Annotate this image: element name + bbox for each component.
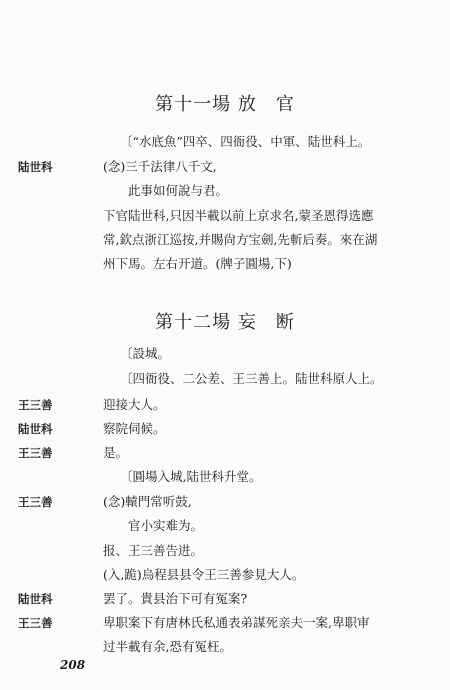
speaker-label: 陆世科 [18, 160, 53, 174]
verse-line: (念)轅門常听鼓, [103, 494, 192, 509]
speech-line: 卑职案下有唐林氏私通表弟謀死亲夫一案,卑职审 [103, 615, 370, 630]
speech-line: 州下馬。左右开道。(牌子圓場,下) [103, 256, 292, 271]
speaker-label: 王三善 [18, 616, 53, 630]
speech-line: 察院伺候。 [103, 421, 166, 436]
speaker-label: 王三善 [18, 398, 53, 412]
speaker-label: 陆世科 [18, 592, 53, 606]
speech-line: 迎接大人。 [103, 397, 166, 412]
page-number: 208 [60, 658, 86, 672]
scene-11-title: 第十一場 放 官 [155, 94, 295, 115]
speaker-label: 陆世科 [18, 422, 53, 436]
verse-line: (念)三千法律八千文, [103, 159, 217, 174]
scene-12-title: 第十二場 妄 断 [155, 312, 295, 333]
verse-line: 此事如何說与君。 [128, 183, 229, 198]
speech-line: 是。 [103, 445, 129, 460]
speech-line: 下官陆世科,只因半載以前上京求名,蒙圣恩得选應 [103, 208, 374, 223]
speech-line: 报、王三善告进。 [103, 543, 204, 558]
speech-line: (入,跪)烏程县县令王三善参見大人。 [103, 567, 305, 582]
stage-direction: 〔設城。 [120, 346, 171, 361]
stage-direction: 〔圓場入城,陆世科升堂。 [120, 469, 262, 484]
speech-line: 过半載有余,恐有冤枉。 [103, 639, 232, 654]
speech-line: 常,欽点浙江巡按,并賜尙方宝劍,先斬后奏。來在湖 [103, 232, 378, 247]
stage-direction: 〔四衙役、二公差、王三善上。陆世科原人上。 [120, 371, 383, 386]
speaker-label: 王三善 [18, 495, 53, 509]
speaker-label: 王三善 [18, 446, 53, 460]
verse-line: 官小实难为。 [128, 518, 204, 533]
speech-line: 罢了。貴县治下可有冤案? [103, 591, 248, 606]
stage-direction: 〔“水底魚”四卒、四衙役、中軍、陆世科上。 [120, 134, 371, 149]
